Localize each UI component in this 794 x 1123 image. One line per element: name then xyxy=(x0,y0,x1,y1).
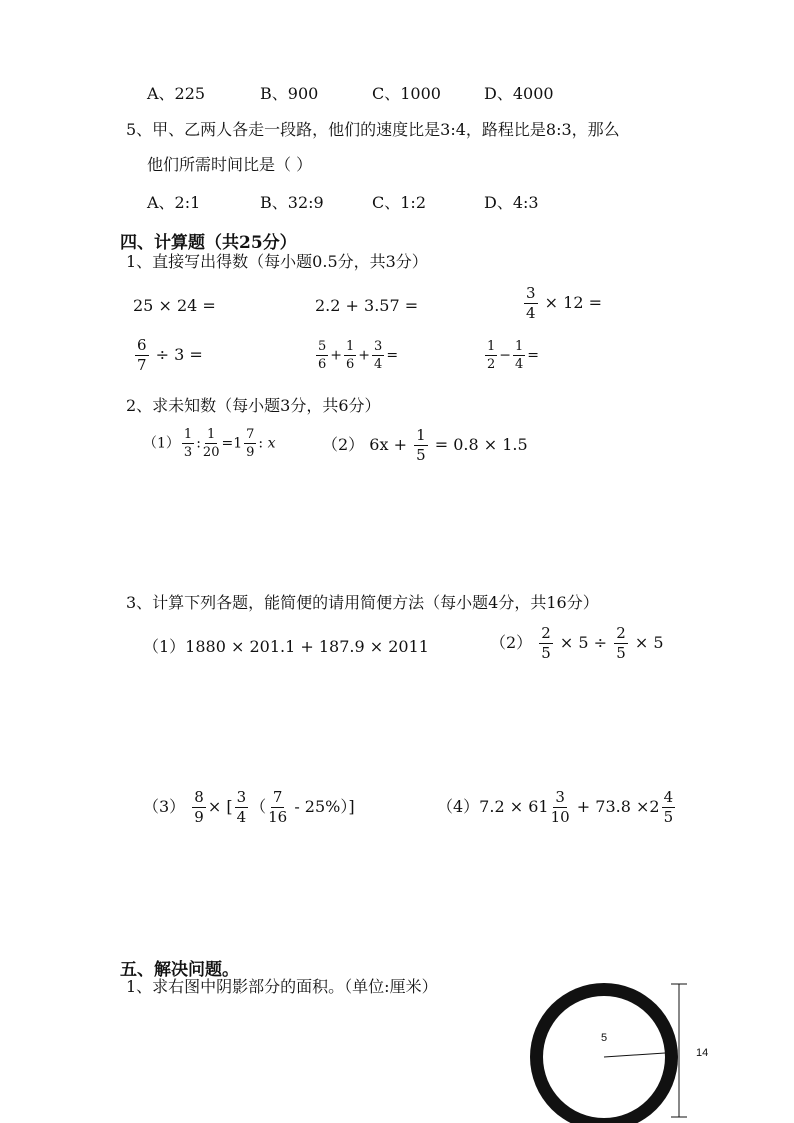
equation-1: （1） $\frac{1}{3}$ : $\frac{1}{20}$ =1 $\frac{7}{9}$ : x xyxy=(143,427,276,460)
q5-line1: 5、甲、乙两人各走一段路，他们的速度比是3:4，路程比是8:3，那么 xyxy=(126,120,620,139)
q5-option-b: B、32:9 xyxy=(260,193,324,212)
q5-line2: 他们所需时间比是（ ） xyxy=(147,155,313,174)
q4-option-b: B、900 xyxy=(260,84,319,103)
problem-2: 2.2 + 3.57 = xyxy=(315,296,419,315)
equation-2: （2） 6x + $\frac{1}{5}$ = 0.8 × 1.5 xyxy=(322,426,528,464)
q5-option-c: C、1:2 xyxy=(372,193,426,212)
calc-2: （2） $\frac{2}{5}$ × 5 ÷ $\frac{2}{5}$ × 5 xyxy=(490,624,664,662)
fraction: $\frac{6}{7}$ xyxy=(137,336,147,374)
problem-1: 25 × 24 = xyxy=(133,296,216,315)
diameter-label: 14 xyxy=(696,1047,709,1059)
q4-option-c: C、1000 xyxy=(372,84,441,103)
problem-5: $\frac{5}{6}$ + $\frac{1}{6}$ + $\frac{3}{4}$ = xyxy=(318,339,399,372)
calc-1: （1）1880 × 201.1 + 187.9 × 2011 xyxy=(143,637,429,656)
sub2-title: 2、求未知数（每小题3分，共6分） xyxy=(126,396,381,415)
q4-option-a: A、225 xyxy=(147,84,206,103)
problem-4: $\frac{6}{7}$ ÷ 3 = xyxy=(137,336,203,374)
fraction: $\frac{3}{4}$ xyxy=(526,284,536,322)
radius-label: 5 xyxy=(601,1032,608,1044)
q5-option-a: A、2:1 xyxy=(147,193,201,212)
q4-option-d: D、4000 xyxy=(484,84,554,103)
section5-title: 五、解决问题。 xyxy=(120,960,239,980)
sub1-title: 1、直接写出得数（每小题0.5分，共3分） xyxy=(126,252,428,271)
calc-3: （3） $\frac{8}{9}$ × [ $\frac{3}{4}$ （ $\frac{7}{16}$ - 25%）] xyxy=(143,788,355,826)
problem-6: $\frac{1}{2}$ − $\frac{1}{4}$ = xyxy=(487,339,540,372)
sub3-title: 3、计算下列各题，能简便的请用简便方法（每小题4分，共16分） xyxy=(126,593,599,612)
section5-q1: 1、求右图中阴影部分的面积。（单位:厘米） xyxy=(126,977,438,996)
ring-figure xyxy=(515,975,725,1123)
calc-4: （4）7.2 × 61 $\frac{3}{10}$ + 73.8 ×2 $\frac{4}{5}$ xyxy=(437,788,674,826)
q5-option-d: D、4:3 xyxy=(484,193,539,212)
section4-title: 四、计算题（共25分） xyxy=(120,233,297,253)
problem-3: $\frac{3}{4}$ × 12 = xyxy=(526,284,602,322)
